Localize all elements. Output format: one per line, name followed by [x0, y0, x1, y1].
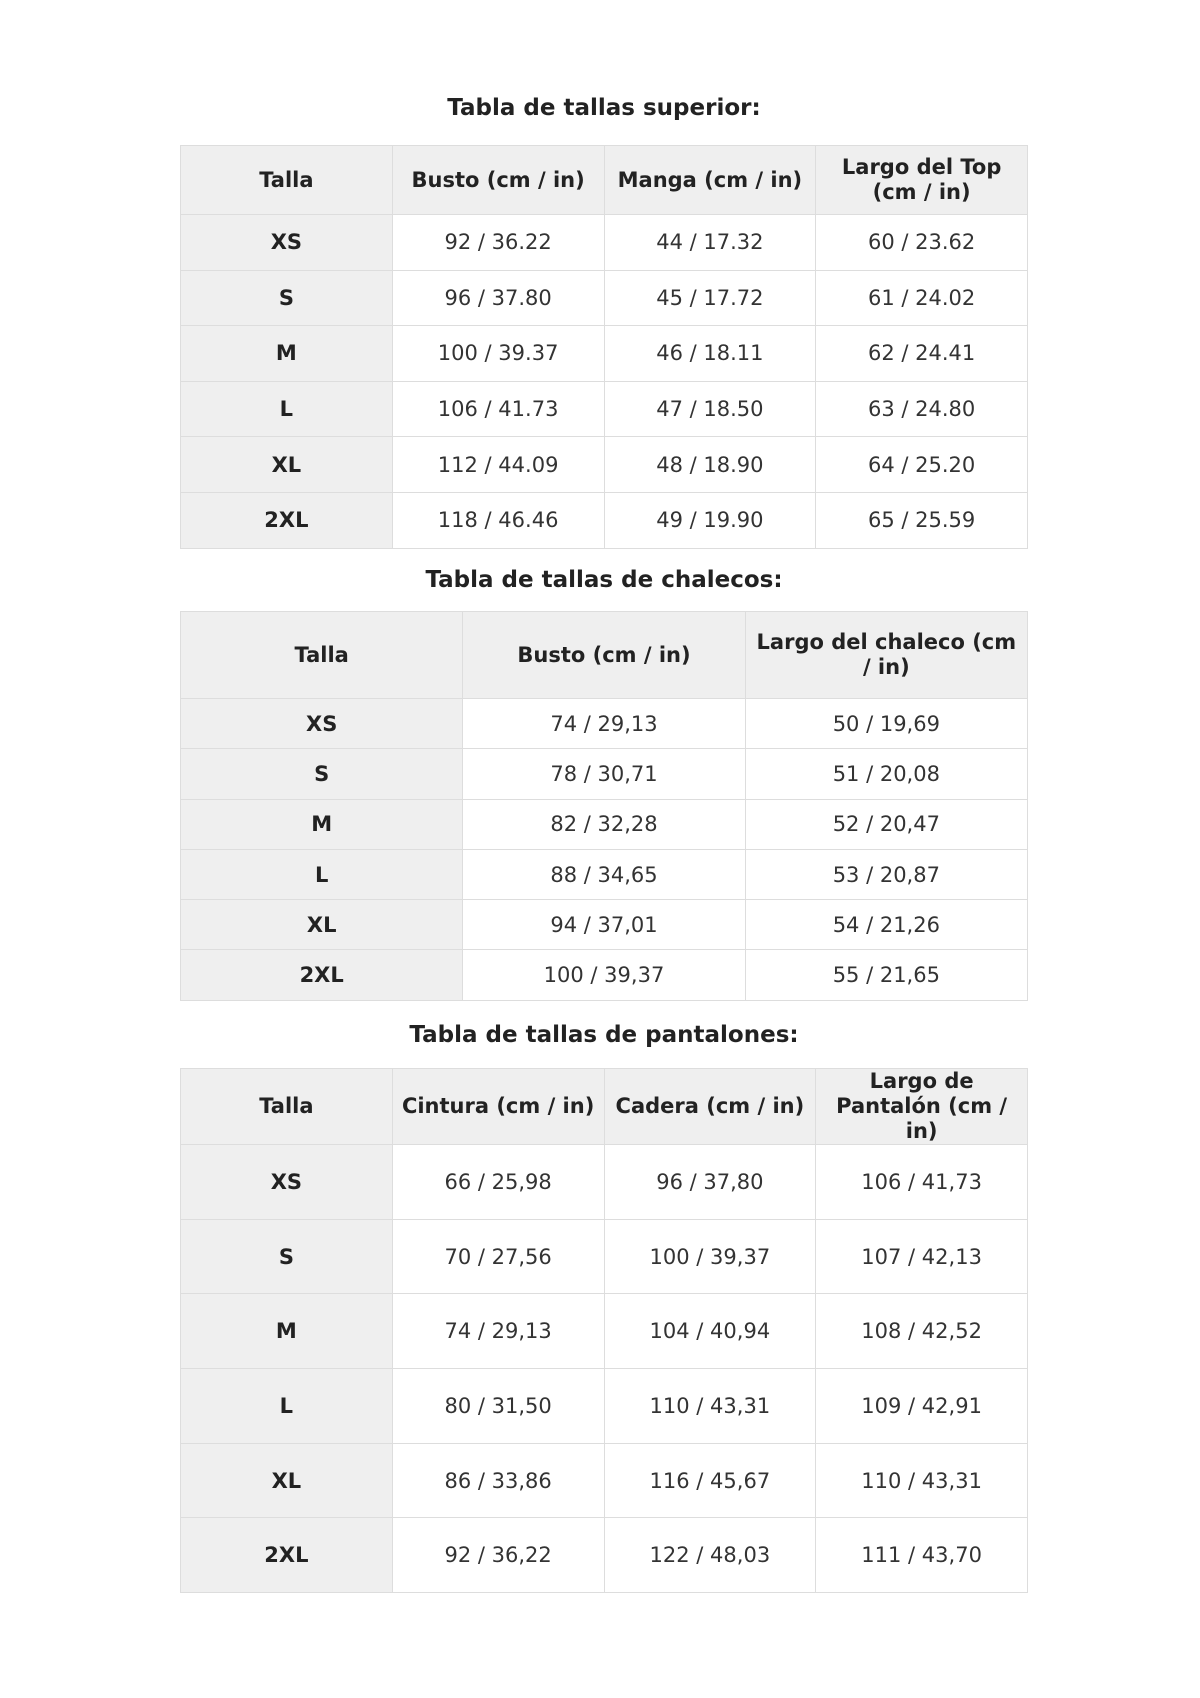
pants-size-table	[180, 1068, 1028, 1593]
bust-value: 112 / 44.09	[392, 437, 604, 493]
vest-length-value: 54 / 21,26	[745, 900, 1027, 950]
hip-value: 116 / 45,67	[604, 1443, 816, 1518]
size-label: 2XL	[181, 950, 463, 1000]
size-label: XL	[181, 437, 393, 493]
waist-value: 92 / 36,22	[392, 1518, 604, 1593]
waist-value: 66 / 25,98	[392, 1145, 604, 1220]
table-row	[181, 749, 1028, 799]
size-label: S	[181, 1219, 393, 1294]
pants-length-value: 111 / 43,70	[816, 1518, 1028, 1593]
size-label: S	[181, 270, 393, 326]
table-row	[181, 437, 1028, 493]
pants-length-value: 109 / 42,91	[816, 1369, 1028, 1444]
table-row	[181, 492, 1028, 548]
pants-length-value: 110 / 43,31	[816, 1443, 1028, 1518]
sleeve-value: 45 / 17.72	[604, 270, 816, 326]
vest-length-value: 50 / 19,69	[745, 699, 1027, 749]
header-bust: Busto (cm / in)	[463, 612, 745, 699]
header-size: Talla	[181, 146, 393, 215]
table-row	[181, 1145, 1028, 1220]
top-length-value: 64 / 25.20	[816, 437, 1028, 493]
bust-value: 94 / 37,01	[463, 900, 745, 950]
top-size-table	[180, 145, 1028, 549]
top-size-table-title: Tabla de tallas superior:	[447, 95, 761, 121]
bust-value: 118 / 46.46	[392, 492, 604, 548]
waist-value: 86 / 33,86	[392, 1443, 604, 1518]
table-row	[181, 699, 1028, 749]
table-row	[181, 799, 1028, 849]
hip-value: 110 / 43,31	[604, 1369, 816, 1444]
table-header-row	[181, 146, 1028, 215]
size-label: L	[181, 381, 393, 437]
pants-length-value: 108 / 42,52	[816, 1294, 1028, 1369]
table-row	[181, 1443, 1028, 1518]
table-row	[181, 1518, 1028, 1593]
waist-value: 80 / 31,50	[392, 1369, 604, 1444]
header-size: Talla	[181, 1069, 393, 1145]
table-row	[181, 900, 1028, 950]
table-row	[181, 381, 1028, 437]
top-length-value: 60 / 23.62	[816, 215, 1028, 271]
table-row	[181, 849, 1028, 899]
table-row	[181, 1369, 1028, 1444]
bust-value: 78 / 30,71	[463, 749, 745, 799]
waist-value: 70 / 27,56	[392, 1219, 604, 1294]
bust-value: 100 / 39,37	[463, 950, 745, 1000]
size-label: XS	[181, 699, 463, 749]
top-length-value: 63 / 24.80	[816, 381, 1028, 437]
pants-size-table-title: Tabla de tallas de pantalones:	[409, 1022, 799, 1048]
hip-value: 104 / 40,94	[604, 1294, 816, 1369]
sleeve-value: 49 / 19.90	[604, 492, 816, 548]
header-pants-length: Largo de Pantalón (cm / in)	[816, 1069, 1028, 1145]
sleeve-value: 44 / 17.32	[604, 215, 816, 271]
size-label: 2XL	[181, 1518, 393, 1593]
bust-value: 96 / 37.80	[392, 270, 604, 326]
bust-value: 82 / 32,28	[463, 799, 745, 849]
pants-length-value: 106 / 41,73	[816, 1145, 1028, 1220]
size-label: 2XL	[181, 492, 393, 548]
table-row	[181, 950, 1028, 1000]
top-length-value: 62 / 24.41	[816, 326, 1028, 382]
size-label: XL	[181, 1443, 393, 1518]
size-label: XL	[181, 900, 463, 950]
sleeve-value: 46 / 18.11	[604, 326, 816, 382]
size-label: M	[181, 1294, 393, 1369]
hip-value: 96 / 37,80	[604, 1145, 816, 1220]
table-row	[181, 1294, 1028, 1369]
sleeve-value: 47 / 18.50	[604, 381, 816, 437]
top-length-value: 65 / 25.59	[816, 492, 1028, 548]
vest-length-value: 55 / 21,65	[745, 950, 1027, 1000]
sleeve-value: 48 / 18.90	[604, 437, 816, 493]
header-size: Talla	[181, 612, 463, 699]
header-sleeve: Manga (cm / in)	[604, 146, 816, 215]
size-label: S	[181, 749, 463, 799]
vest-size-table-title: Tabla de tallas de chalecos:	[425, 567, 783, 593]
size-label: L	[181, 849, 463, 899]
vest-length-value: 51 / 20,08	[745, 749, 1027, 799]
table-header-row	[181, 1069, 1028, 1145]
bust-value: 100 / 39.37	[392, 326, 604, 382]
size-label: XS	[181, 215, 393, 271]
size-label: XS	[181, 1145, 393, 1220]
hip-value: 122 / 48,03	[604, 1518, 816, 1593]
header-hip: Cadera (cm / in)	[604, 1069, 816, 1145]
bust-value: 74 / 29,13	[463, 699, 745, 749]
top-length-value: 61 / 24.02	[816, 270, 1028, 326]
bust-value: 88 / 34,65	[463, 849, 745, 899]
size-label: L	[181, 1369, 393, 1444]
table-row	[181, 270, 1028, 326]
table-row	[181, 326, 1028, 382]
vest-size-table	[180, 611, 1028, 1001]
header-waist: Cintura (cm / in)	[392, 1069, 604, 1145]
bust-value: 92 / 36.22	[392, 215, 604, 271]
vest-length-value: 52 / 20,47	[745, 799, 1027, 849]
pants-length-value: 107 / 42,13	[816, 1219, 1028, 1294]
size-label: M	[181, 799, 463, 849]
table-row	[181, 215, 1028, 271]
size-label: M	[181, 326, 393, 382]
header-bust: Busto (cm / in)	[392, 146, 604, 215]
bust-value: 106 / 41.73	[392, 381, 604, 437]
vest-length-value: 53 / 20,87	[745, 849, 1027, 899]
table-header-row	[181, 612, 1028, 699]
table-row	[181, 1219, 1028, 1294]
header-vest-length: Largo del chaleco (cm / in)	[745, 612, 1027, 699]
header-top-length: Largo del Top (cm / in)	[816, 146, 1028, 215]
waist-value: 74 / 29,13	[392, 1294, 604, 1369]
hip-value: 100 / 39,37	[604, 1219, 816, 1294]
